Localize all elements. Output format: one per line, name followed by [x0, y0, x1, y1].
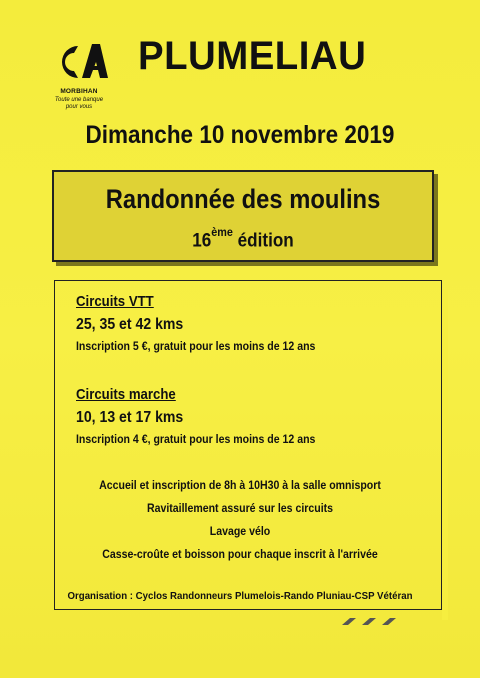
- logo-region: MORBIHAN: [60, 88, 98, 95]
- logo-tagline-line1: Toute une banque: [54, 97, 104, 103]
- circuit-vtt: [76, 293, 315, 353]
- circuit-price: Inscription 4 €, gratuit pour les moins de 12 ans: [76, 432, 316, 446]
- circuit-heading: Circuits VTT: [76, 293, 154, 310]
- frame-gap: [442, 290, 448, 620]
- logo-tagline-line2: pour vous: [65, 103, 93, 110]
- ca-logo-icon: [52, 40, 108, 84]
- edition-number: 16: [192, 230, 212, 252]
- info-line: Casse-croûte et boisson pour chaque inscrit à l'arrivée: [102, 547, 378, 561]
- edition-suffix: ème: [211, 225, 233, 239]
- event-date: Dimanche 10 novembre 2019: [85, 121, 395, 149]
- circuit-marche: [76, 386, 315, 446]
- title-box: [52, 170, 434, 262]
- credit-agricole-logo: [44, 40, 114, 114]
- circuit-heading: Circuits marche: [76, 386, 176, 403]
- organisation-line: Organisation : Cyclos Randonneurs Plumelois-Rando Pluniau-CSP Vétéran: [67, 590, 413, 602]
- town-title: PLUMELIAU: [138, 34, 367, 78]
- decorative-dashes-icon: [340, 615, 400, 627]
- info-line: Accueil et inscription de 8h à 10H30 à la salle omnisport: [99, 478, 381, 492]
- info-line: Lavage vélo: [209, 524, 271, 538]
- circuit-price: Inscription 5 €, gratuit pour les moins de 12 ans: [76, 339, 316, 353]
- logo-tagline: [44, 97, 114, 110]
- event-title: Randonnée des moulins: [105, 184, 381, 214]
- edition-word: édition: [237, 230, 294, 252]
- circuit-distances: 25, 35 et 42 kms: [76, 316, 184, 333]
- info-line: Ravitaillement assuré sur les circuits: [146, 501, 334, 515]
- circuit-distances: 10, 13 et 17 kms: [76, 409, 184, 426]
- event-edition: [73, 225, 413, 252]
